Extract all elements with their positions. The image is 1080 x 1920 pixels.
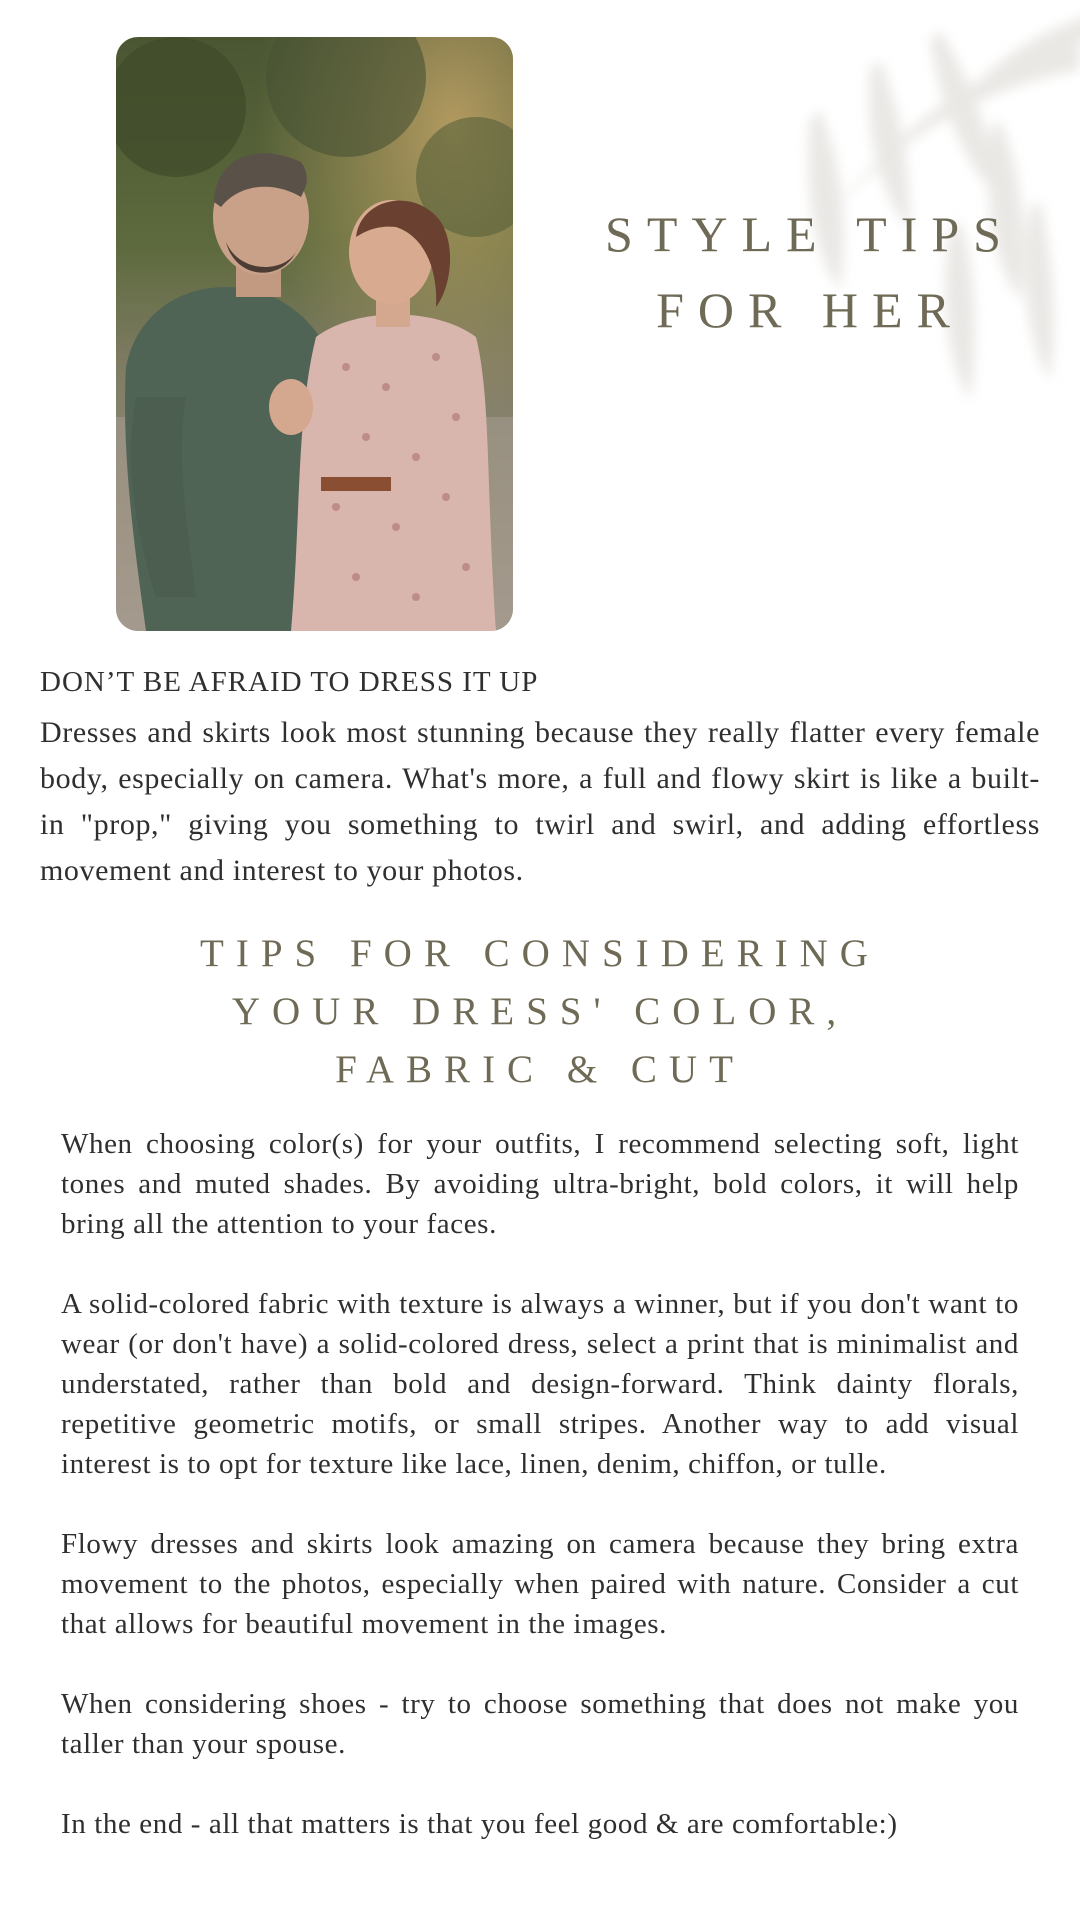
- page-title: [560, 196, 1060, 348]
- tips-paragraphs: [61, 1124, 1019, 1884]
- tips-heading-line-2: YOUR DRESS' COLOR,: [231, 990, 849, 1033]
- tip-paragraph-color: When choosing color(s) for your outfits, I recommend selecting soft, light tones and muted shades. By avoiding ultra-bright, bold colors, it will help bring all the attention to your faces.: [61, 1128, 1019, 1240]
- couple-photo-image: [116, 37, 513, 631]
- page-title-line-2: FOR HER: [656, 282, 964, 338]
- tip-paragraph-fabric: A solid-colored fabric with texture is always a winner, but if you don't want to wear (or don't have) a solid-colored dress, select a print that is minimalist and understated, rather than bold and design-forward. Think dainty florals, repetitive geometric motifs, or small stripes. Another way to add visual interest is to opt for texture like lace, linen, denim, chiffon, or tulle.: [61, 1288, 1019, 1480]
- page-title-line-1: STYLE TIPS: [605, 206, 1015, 262]
- tip-paragraph-closing: In the end - all that matters is that you feel good & are comfortable:): [61, 1808, 898, 1840]
- tips-heading-line-1: TIPS FOR CONSIDERING: [200, 932, 880, 975]
- tips-heading: [60, 925, 1020, 1099]
- couple-photo: [116, 37, 513, 631]
- tips-heading-line-3: FABRIC & CUT: [335, 1048, 745, 1091]
- dress-it-up-heading: DON’T BE AFRAID TO DRESS IT UP: [40, 666, 539, 698]
- tip-paragraph-shoes: When considering shoes - try to choose something that does not make you taller than your spouse.: [61, 1688, 1019, 1760]
- tip-paragraph-cut: Flowy dresses and skirts look amazing on camera because they bring extra movement to the photos, especially when paired with nature. Consider a cut that allows for beautiful movement in the images.: [61, 1528, 1019, 1640]
- dress-it-up-paragraph: Dresses and skirts look most stunning because they really flatter every female body, especially on camera. What's more, a full and flowy skirt is like a built-in "prop," giving you something to twirl and swirl, and adding effortless movement and interest to your photos.: [40, 716, 1040, 887]
